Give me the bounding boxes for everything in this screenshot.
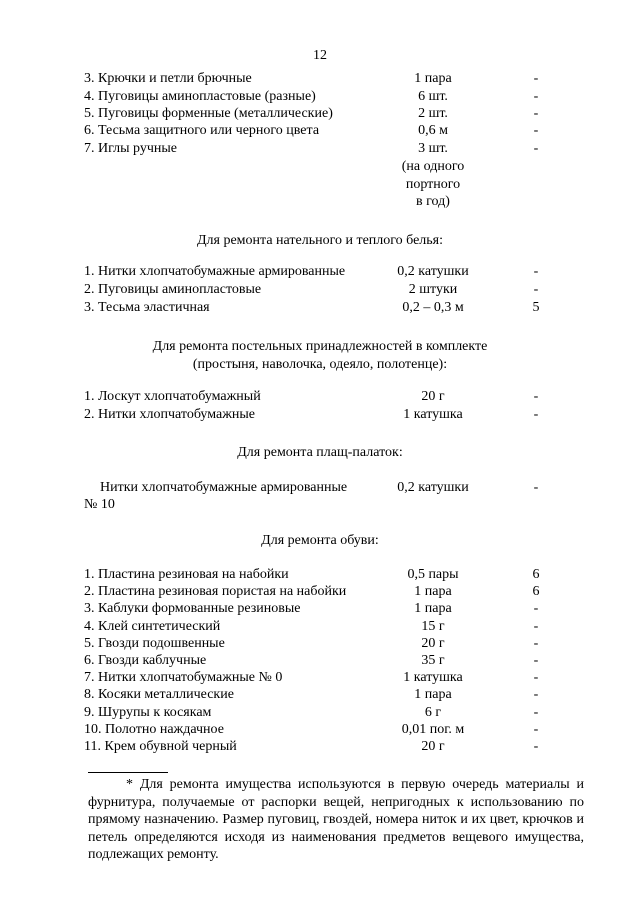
item-quantity: 6 шт. xyxy=(418,89,448,104)
item-term: - xyxy=(533,89,539,104)
list-item xyxy=(0,583,640,601)
item-term: - xyxy=(533,123,539,138)
item-quantity: 1 катушка xyxy=(403,407,463,422)
item-name: 5. Пуговицы форменные (металлические) xyxy=(84,106,333,121)
item-name: 3. Каблуки формованные резиновые xyxy=(84,601,301,617)
item-name-continuation: № 10 xyxy=(84,497,115,512)
list-item xyxy=(0,88,640,106)
list-item xyxy=(0,686,640,704)
item-quantity: 2 штуки xyxy=(408,282,458,297)
item-term: - xyxy=(533,687,539,703)
item-term: - xyxy=(533,389,539,404)
footnote-separator xyxy=(88,772,168,773)
item-quantity: 2 шт. xyxy=(418,106,448,121)
item-name: 1. Пластина резиновая на набойки xyxy=(84,567,289,582)
quantity-note: (на одного xyxy=(401,159,465,174)
item-term: 5 xyxy=(532,300,540,315)
item-quantity: 0,2 катушки xyxy=(397,480,469,495)
item-name: 10. Полотно наждачное xyxy=(84,721,224,737)
item-name: 11. Крем обувной черный xyxy=(84,739,237,754)
list-item xyxy=(0,704,640,722)
item-term: - xyxy=(533,670,539,686)
section-heading: Для ремонта нательного и теплого белья: xyxy=(196,233,444,248)
list-item xyxy=(0,618,640,636)
item-name: 7. Нитки хлопчатобумажные № 0 xyxy=(84,670,283,686)
item-quantity: 0,01 пог. м xyxy=(401,721,465,737)
section-heading: Для ремонта плащ-палаток: xyxy=(237,445,403,460)
item-quantity: 15 г xyxy=(421,618,445,634)
item-name: 3. Тесьма эластичная xyxy=(84,300,210,315)
item-term: - xyxy=(533,635,539,651)
item-quantity: 1 пара xyxy=(414,601,452,617)
item-term: 6 xyxy=(532,567,540,582)
item-term: - xyxy=(533,106,539,121)
list-item xyxy=(0,479,640,497)
item-quantity: 1 катушка xyxy=(403,670,463,686)
list-item xyxy=(0,566,640,584)
list-item xyxy=(0,652,640,670)
item-term: - xyxy=(533,264,539,279)
quantity-note: в год) xyxy=(416,194,450,209)
list-item xyxy=(0,122,640,140)
list-item xyxy=(0,635,640,653)
list-item xyxy=(0,600,640,618)
list-item xyxy=(0,105,640,123)
section-heading: Для ремонта постельных принадлежностей в комплекте xyxy=(152,339,488,354)
list-item xyxy=(0,140,640,158)
item-quantity: 1 пара xyxy=(414,687,452,703)
item-quantity: 3 шт. xyxy=(418,141,448,156)
item-name: 6. Гвозди каблучные xyxy=(84,653,207,668)
section-heading: Для ремонта обуви: xyxy=(261,533,379,548)
item-quantity: 6 г xyxy=(424,704,442,720)
item-name: 2. Нитки хлопчатобумажные xyxy=(84,407,255,422)
item-term: - xyxy=(533,704,539,720)
list-item xyxy=(0,406,640,424)
item-name: Нитки хлопчатобумажные армированные xyxy=(100,480,348,495)
list-item xyxy=(0,721,640,739)
item-quantity: 20 г xyxy=(421,739,445,754)
list-item xyxy=(0,669,640,687)
item-name: 3. Крючки и петли брючные xyxy=(84,71,252,86)
item-term: - xyxy=(533,480,539,495)
item-quantity: 0,6 м xyxy=(418,123,448,138)
list-item xyxy=(0,70,640,88)
item-term: - xyxy=(533,141,539,156)
item-quantity: 20 г xyxy=(421,635,445,651)
item-name: 6. Тесьма защитного или черного цвета xyxy=(84,123,320,138)
item-term: - xyxy=(533,739,539,754)
item-quantity: 20 г xyxy=(421,389,445,404)
list-item xyxy=(0,281,640,299)
item-term: - xyxy=(533,721,539,737)
footnote xyxy=(88,776,584,864)
footnote-text: * Для ремонта имущества используются в первую очередь материалы и фурнитура, получаемые от распорки вещей, непригодных к использованию по прямому назначению. Размер пуговиц, гвоздей, номера ниток и их цвет, крючков и петель определяются исходя из наименования предметов вещевого имущества, подлежащих ремонту. xyxy=(88,777,584,862)
item-name: 7. Иглы ручные xyxy=(84,141,178,156)
quantity-note: портного xyxy=(405,177,461,192)
item-term: - xyxy=(533,407,539,422)
list-item xyxy=(0,299,640,317)
section-heading-subtitle: (простыня, наволочка, одеяло, полотенце): xyxy=(192,357,448,372)
list-item xyxy=(0,263,640,281)
item-quantity: 35 г xyxy=(421,653,445,668)
item-quantity: 1 пара xyxy=(414,71,452,86)
item-term: - xyxy=(533,282,539,297)
item-term: - xyxy=(533,601,539,617)
list-item xyxy=(0,388,640,406)
item-name: 9. Шурупы к косякам xyxy=(84,704,212,720)
item-name: 1. Лоскут хлопчатобумажный xyxy=(84,389,261,404)
item-name: 4. Пуговицы аминопластовые (разные) xyxy=(84,89,316,104)
item-quantity: 0,5 пары xyxy=(407,567,459,582)
item-name: 2. Пуговицы аминопластовые xyxy=(84,282,262,297)
item-name: 1. Нитки хлопчатобумажные армированные xyxy=(84,264,346,279)
item-term: - xyxy=(533,653,539,668)
item-name: 2. Пластина резиновая пористая на набойки xyxy=(84,584,347,600)
item-quantity: 1 пара xyxy=(414,584,452,600)
item-name: 8. Косяки металлические xyxy=(84,687,234,703)
item-quantity: 0,2 – 0,3 м xyxy=(402,300,464,315)
item-quantity: 0,2 катушки xyxy=(397,264,469,279)
item-term: 6 xyxy=(532,584,540,600)
item-name: 4. Клей синтетический xyxy=(84,618,221,634)
item-term: - xyxy=(533,618,539,634)
page-number: 12 xyxy=(313,48,327,63)
list-item xyxy=(0,738,640,756)
item-term: - xyxy=(533,71,539,86)
item-name: 5. Гвозди подошвенные xyxy=(84,635,225,651)
